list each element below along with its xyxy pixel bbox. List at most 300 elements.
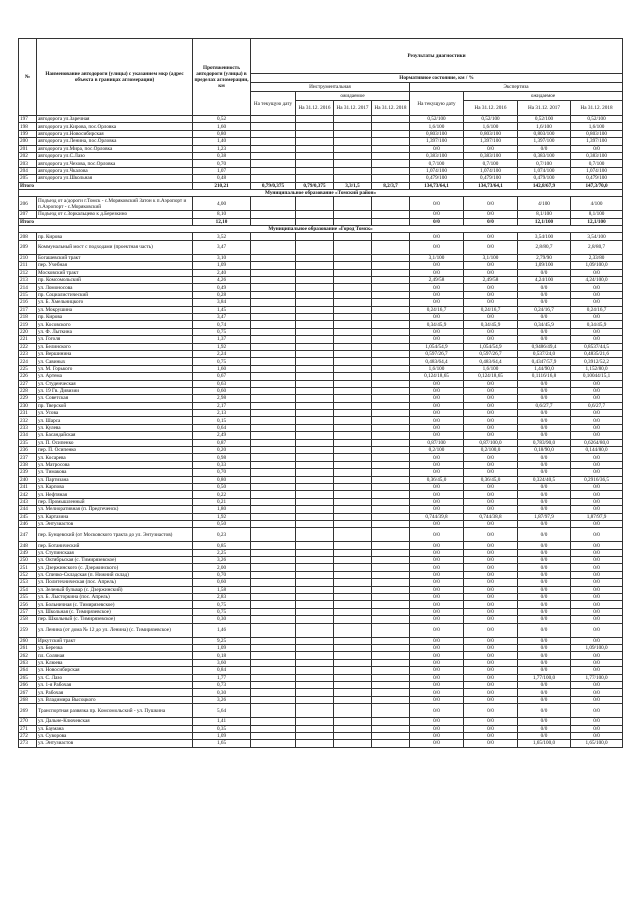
diagnostic-value: 0,2/100 xyxy=(410,447,464,454)
diagnostic-value xyxy=(334,740,372,747)
diagnostic-value: 0/0 xyxy=(571,667,623,674)
road-length: 0,18 xyxy=(193,652,251,659)
table-row xyxy=(19,498,623,505)
diagnostic-value: 0/0 xyxy=(571,506,623,513)
diagnostic-value xyxy=(372,740,410,747)
diagnostic-value: 0,744/38,8 xyxy=(464,513,518,520)
diagnostic-value: 0/0 xyxy=(571,336,623,343)
diagnostic-value: 8,1/100 xyxy=(518,211,571,218)
road-length: 0,98 xyxy=(193,454,251,461)
diagnostic-value: 0/0 xyxy=(464,637,518,644)
diagnostic-value xyxy=(372,498,410,505)
diagnostic-value: 0/0 xyxy=(464,461,518,468)
total-length: 210,21 xyxy=(193,182,251,189)
road-length: 1,07 xyxy=(193,167,251,174)
diagnostic-value xyxy=(334,601,372,608)
road-length: 2,17 xyxy=(193,402,251,409)
diagnostic-value xyxy=(372,211,410,218)
road-name: ул. 1-я Рабочая xyxy=(37,681,193,688)
table-row xyxy=(19,343,623,350)
road-name: ул. Кулева xyxy=(37,424,193,431)
road-length: 0,33 xyxy=(193,461,251,468)
diagnostic-value: 0/0 xyxy=(518,637,571,644)
diagnostic-value xyxy=(251,365,296,372)
diagnostic-value: 0/0 xyxy=(571,520,623,527)
diagnostic-value: 0/0 xyxy=(518,483,571,490)
road-length: 9,25 xyxy=(193,637,251,644)
diagnostic-value xyxy=(372,681,410,688)
diagnostic-value: 0/0 xyxy=(410,469,464,476)
diagnostic-value xyxy=(296,269,334,276)
diagnostic-value: 0/0 xyxy=(464,549,518,556)
diagnostic-value: 0/0 xyxy=(518,328,571,335)
diagnostic-value xyxy=(296,667,334,674)
diagnostic-value xyxy=(251,528,296,542)
diagnostics-table xyxy=(18,38,623,748)
diagnostic-value: 0/0 xyxy=(518,380,571,387)
diagnostic-value xyxy=(251,254,296,261)
row-number: 237 xyxy=(19,454,37,461)
diagnostic-value xyxy=(372,402,410,409)
diagnostic-value xyxy=(296,328,334,335)
diagnostic-value: 0/0 xyxy=(518,520,571,527)
header-instr-2017: На 31.12. 2017 xyxy=(334,101,372,116)
diagnostic-value xyxy=(372,240,410,254)
diagnostic-value: 0/0 xyxy=(518,696,571,703)
diagnostic-value xyxy=(334,483,372,490)
diagnostic-value: 0/0 xyxy=(518,667,571,674)
diagnostic-value xyxy=(251,564,296,571)
diagnostic-value xyxy=(296,291,334,298)
diagnostic-value: 0/0 xyxy=(571,299,623,306)
diagnostic-value: 0/0 xyxy=(464,336,518,343)
diagnostic-value: 0,52/100 xyxy=(464,116,518,123)
diagnostic-value: 0/0 xyxy=(464,608,518,615)
header-expected-instrumental: ожидаемое xyxy=(296,92,410,101)
diagnostic-value: 0,7/100 xyxy=(571,160,623,167)
diagnostic-value: 4/100 xyxy=(571,197,623,211)
row-number: 260 xyxy=(19,637,37,644)
diagnostic-value xyxy=(372,564,410,571)
table-row xyxy=(19,659,623,666)
road-length: 3,47 xyxy=(193,240,251,254)
road-length: 2,00 xyxy=(193,564,251,571)
road-name: ул. Ломоносова xyxy=(37,284,193,291)
table-row xyxy=(19,373,623,380)
table-row xyxy=(19,269,623,276)
diagnostic-value: 0/0 xyxy=(571,491,623,498)
diagnostic-value: 0/0 xyxy=(518,652,571,659)
diagnostic-value xyxy=(296,601,334,608)
road-name: пер. Бунцевский (от Московского тракта до ул. Энтузиастов) xyxy=(37,528,193,542)
diagnostic-value xyxy=(372,571,410,578)
diagnostic-value xyxy=(334,145,372,152)
diagnostic-value: 0/0 xyxy=(571,291,623,298)
diagnostic-value xyxy=(251,343,296,350)
diagnostic-value: 0,479/100 xyxy=(518,175,571,182)
diagnostic-value xyxy=(334,432,372,439)
diagnostic-value: 0/0 xyxy=(518,432,571,439)
diagnostic-value: 0,34/45,9 xyxy=(518,321,571,328)
diagnostic-value xyxy=(334,277,372,284)
diagnostic-value xyxy=(251,306,296,313)
diagnostic-value: 0/0 xyxy=(410,498,464,505)
diagnostic-value xyxy=(296,254,334,261)
diagnostic-value xyxy=(334,571,372,578)
road-length: 1,46 xyxy=(193,623,251,637)
diagnostic-value xyxy=(251,469,296,476)
diagnostic-value: 4,24/100,0 xyxy=(571,277,623,284)
diagnostic-value: 0/0 xyxy=(571,387,623,394)
diagnostic-value: 3,54/100 xyxy=(571,233,623,240)
diagnostic-value: 0,803/100 xyxy=(571,130,623,137)
diagnostic-value: 0,87/100,0 xyxy=(464,439,518,446)
diagnostic-value: 0/0 xyxy=(464,623,518,637)
road-name: пр. Социалистический xyxy=(37,291,193,298)
table-row xyxy=(19,674,623,681)
diagnostic-value xyxy=(372,557,410,564)
diagnostic-value xyxy=(372,365,410,372)
diagnostic-value: 0/0 xyxy=(518,528,571,542)
road-length: 4,00 xyxy=(193,197,251,211)
diagnostic-value xyxy=(296,623,334,637)
road-length: 0,38 xyxy=(193,152,251,159)
diagnostic-value: 0,144/80,0 xyxy=(571,447,623,454)
diagnostic-value: 0/0 xyxy=(518,623,571,637)
diagnostic-value xyxy=(296,637,334,644)
table-row xyxy=(19,123,623,130)
diagnostic-value: 0/0 xyxy=(571,659,623,666)
diagnostic-value xyxy=(251,130,296,137)
total-value: 12,1/100 xyxy=(518,218,571,225)
row-number: 235 xyxy=(19,439,37,446)
diagnostic-value: 0/0 xyxy=(464,594,518,601)
table-row xyxy=(19,395,623,402)
road-name: ул. Б. Хмельницкого xyxy=(37,299,193,306)
diagnostic-value: 0/0 xyxy=(571,594,623,601)
diagnostic-value xyxy=(296,373,334,380)
diagnostic-value xyxy=(334,667,372,674)
row-number: 209 xyxy=(19,240,37,254)
diagnostic-value xyxy=(296,402,334,409)
row-number: 246 xyxy=(19,520,37,527)
diagnostic-value xyxy=(372,197,410,211)
total-value: 134,73/64,1 xyxy=(410,182,464,189)
diagnostic-value: 0,597/26,7 xyxy=(410,350,464,357)
diagnostic-value: 0/0 xyxy=(571,564,623,571)
table-row xyxy=(19,652,623,659)
diagnostic-value xyxy=(296,211,334,218)
diagnostic-value xyxy=(372,284,410,291)
row-number: 245 xyxy=(19,513,37,520)
diagnostic-value: 0/0 xyxy=(410,689,464,696)
diagnostic-value xyxy=(251,681,296,688)
diagnostic-value xyxy=(251,740,296,747)
diagnostic-value xyxy=(251,674,296,681)
diagnostic-value: 0/0 xyxy=(464,725,518,732)
diagnostic-value: 0/0 xyxy=(410,718,464,725)
diagnostic-value: 0/0 xyxy=(464,542,518,549)
road-length: 2,83 xyxy=(193,594,251,601)
diagnostic-value xyxy=(296,483,334,490)
diagnostic-value: 0/0 xyxy=(518,616,571,623)
table-row xyxy=(19,549,623,556)
diagnostic-value: 0/0 xyxy=(410,380,464,387)
row-number: 252 xyxy=(19,571,37,578)
header-exp-2017: На 31.12. 2017 xyxy=(518,101,571,116)
diagnostic-value: 0/0 xyxy=(518,608,571,615)
diagnostic-value xyxy=(296,696,334,703)
diagnostic-value: 1,09/100,0 xyxy=(571,262,623,269)
diagnostic-value: 0,803/100 xyxy=(464,130,518,137)
row-number: 269 xyxy=(19,704,37,718)
diagnostic-value: 0/0 xyxy=(571,313,623,320)
diagnostic-value xyxy=(334,659,372,666)
diagnostic-value: 0/0 xyxy=(464,269,518,276)
diagnostic-value: 0,36/45,0 xyxy=(464,476,518,483)
diagnostic-value xyxy=(334,681,372,688)
header-normative: Нормативное состояние, км / % xyxy=(251,74,623,83)
diagnostic-value xyxy=(372,652,410,659)
diagnostic-value xyxy=(296,417,334,424)
row-number: 265 xyxy=(19,674,37,681)
total-label: Итого xyxy=(19,182,193,189)
diagnostic-value: 0/0 xyxy=(571,704,623,718)
diagnostic-value xyxy=(251,277,296,284)
diagnostic-value: 0/0 xyxy=(464,586,518,593)
section-title: Муниципальное образование «Томский район» xyxy=(19,189,623,196)
table-row xyxy=(19,211,623,218)
diagnostic-value xyxy=(296,299,334,306)
diagnostic-value xyxy=(334,306,372,313)
diagnostic-value: 0/0 xyxy=(410,336,464,343)
diagnostic-value xyxy=(334,579,372,586)
diagnostic-value: 0,3912/52,2 xyxy=(571,358,623,365)
diagnostic-value: 0/0 xyxy=(518,704,571,718)
diagnostic-value: 0/0 xyxy=(571,498,623,505)
road-name: ул. Косарева xyxy=(37,454,193,461)
table-row xyxy=(19,623,623,637)
diagnostic-value xyxy=(334,160,372,167)
diagnostic-value: 0,383/100 xyxy=(464,152,518,159)
road-name: Транспортная развязка пр. Комсомольский - ул. Пушкина xyxy=(37,704,193,718)
diagnostic-value: 0,34/45,9 xyxy=(410,321,464,328)
diagnostic-value xyxy=(372,380,410,387)
total-value: 134,73/64,1 xyxy=(464,182,518,189)
diagnostic-value: 0/0 xyxy=(410,696,464,703)
table-header xyxy=(19,39,623,116)
diagnostic-value xyxy=(372,373,410,380)
diagnostic-value xyxy=(334,336,372,343)
diagnostic-value xyxy=(251,211,296,218)
diagnostic-value xyxy=(251,233,296,240)
diagnostic-value xyxy=(251,160,296,167)
diagnostic-value xyxy=(296,461,334,468)
row-number: 240 xyxy=(19,476,37,483)
total-label: Итого xyxy=(19,218,193,225)
road-name: Коммунальный мост с подходами (проектная часть) xyxy=(37,240,193,254)
table-row xyxy=(19,358,623,365)
diagnostic-value xyxy=(334,116,372,123)
row-number: 238 xyxy=(19,461,37,468)
road-name: ул. Зеленый бульвар (с. Дзержинский) xyxy=(37,586,193,593)
road-name: ул. Дальне-Ключевская xyxy=(37,718,193,725)
diagnostic-value: 0/0 xyxy=(464,395,518,402)
table-row xyxy=(19,417,623,424)
row-number: 257 xyxy=(19,608,37,615)
diagnostic-value: 0/0 xyxy=(464,432,518,439)
total-value: 3,3/1,5 xyxy=(334,182,372,189)
road-length: 0,80 xyxy=(193,130,251,137)
header-num: № xyxy=(19,39,37,116)
diagnostic-value xyxy=(334,123,372,130)
road-length: 0,64 xyxy=(193,424,251,431)
diagnostic-value xyxy=(372,233,410,240)
diagnostic-value xyxy=(372,674,410,681)
diagnostic-value xyxy=(296,564,334,571)
table-row xyxy=(19,740,623,747)
diagnostic-value: 0,1116/16,8 xyxy=(518,373,571,380)
diagnostic-value: 0/0 xyxy=(571,145,623,152)
diagnostic-value: 4,24/100 xyxy=(518,277,571,284)
road-name: автодорога ул.С.Лазо xyxy=(37,152,193,159)
diagnostic-value xyxy=(334,608,372,615)
diagnostic-value xyxy=(334,284,372,291)
road-length: 3,10 xyxy=(193,254,251,261)
diagnostic-value: 0/0 xyxy=(571,424,623,431)
row-number: 205 xyxy=(19,175,37,182)
diagnostic-value xyxy=(296,498,334,505)
diagnostic-value: 0/0 xyxy=(571,732,623,739)
diagnostic-value: 0/0 xyxy=(464,732,518,739)
diagnostic-value: 0/0 xyxy=(571,483,623,490)
table-row xyxy=(19,432,623,439)
total-value: 0/0 xyxy=(464,218,518,225)
diagnostic-value xyxy=(334,528,372,542)
diagnostic-value xyxy=(372,645,410,652)
road-length: 0,30 xyxy=(193,616,251,623)
diagnostic-value: 0/0 xyxy=(464,491,518,498)
diagnostic-value xyxy=(251,667,296,674)
road-length: 1,60 xyxy=(193,123,251,130)
table-row xyxy=(19,601,623,608)
diagnostic-value: 0,24/16,7 xyxy=(410,306,464,313)
diagnostic-value xyxy=(334,704,372,718)
road-name: ул. Матросова xyxy=(37,461,193,468)
table-row xyxy=(19,469,623,476)
diagnostic-value xyxy=(372,328,410,335)
table-row xyxy=(19,284,623,291)
diagnostic-value xyxy=(334,594,372,601)
row-number: 199 xyxy=(19,130,37,137)
diagnostic-value xyxy=(251,616,296,623)
row-number: 253 xyxy=(19,579,37,586)
table-row xyxy=(19,167,623,174)
diagnostic-value xyxy=(372,350,410,357)
diagnostic-value xyxy=(334,262,372,269)
diagnostic-value: 0,479/100 xyxy=(571,175,623,182)
diagnostic-value xyxy=(372,491,410,498)
diagnostic-value xyxy=(372,732,410,739)
road-name: ул. Октябрьская (с. Тимирязевское) xyxy=(37,557,193,564)
table-row xyxy=(19,197,623,211)
diagnostic-value: 0,803/100 xyxy=(410,130,464,137)
diagnostic-value xyxy=(296,681,334,688)
row-number: 201 xyxy=(19,145,37,152)
diagnostic-value xyxy=(372,432,410,439)
diagnostic-value: 0/0 xyxy=(464,564,518,571)
diagnostic-value: 1,6/100 xyxy=(571,123,623,130)
diagnostic-value: 1,074/100 xyxy=(410,167,464,174)
diagnostic-value: 0/0 xyxy=(410,564,464,571)
road-length: 5,64 xyxy=(193,704,251,718)
diagnostic-value: 1,77/100,0 xyxy=(571,674,623,681)
row-number: 206 xyxy=(19,197,37,211)
road-length: 0,74 xyxy=(193,321,251,328)
diagnostic-value xyxy=(372,483,410,490)
diagnostic-value xyxy=(251,704,296,718)
road-length: 0,75 xyxy=(193,608,251,615)
diagnostic-value xyxy=(296,557,334,564)
diagnostic-value xyxy=(251,167,296,174)
diagnostic-value xyxy=(296,365,334,372)
row-number: 227 xyxy=(19,380,37,387)
diagnostic-value: 0/0 xyxy=(518,549,571,556)
diagnostic-value: 0/0 xyxy=(410,211,464,218)
diagnostic-value: 0/0 xyxy=(464,645,518,652)
diagnostic-value xyxy=(296,689,334,696)
row-number: 254 xyxy=(19,586,37,593)
table-row xyxy=(19,637,623,644)
diagnostic-value: 0/0 xyxy=(518,284,571,291)
road-length: 0,35 xyxy=(193,725,251,732)
table-body xyxy=(19,116,623,748)
diagnostic-value: 0/0 xyxy=(571,608,623,615)
diagnostic-value xyxy=(334,358,372,365)
diagnostic-value: 0/0 xyxy=(518,145,571,152)
diagnostic-value xyxy=(334,732,372,739)
road-length: 0,75 xyxy=(193,601,251,608)
diagnostic-value: 0,2/100,0 xyxy=(464,447,518,454)
diagnostic-value xyxy=(334,476,372,483)
diagnostic-value: 0,783/90,0 xyxy=(518,439,571,446)
row-number: 267 xyxy=(19,689,37,696)
road-length: 0,67 xyxy=(193,373,251,380)
diagnostic-value xyxy=(334,130,372,137)
diagnostic-value xyxy=(372,410,410,417)
diagnostic-value xyxy=(372,447,410,454)
diagnostic-value xyxy=(296,233,334,240)
road-name: ул. Рабочая xyxy=(37,689,193,696)
table-row xyxy=(19,616,623,623)
diagnostic-value xyxy=(296,123,334,130)
diagnostic-value: 1,074/100 xyxy=(464,167,518,174)
road-name: ул. Энтузиастов xyxy=(37,740,193,747)
diagnostic-value xyxy=(296,491,334,498)
table-row xyxy=(19,152,623,159)
diagnostic-value: 0/0 xyxy=(464,469,518,476)
total-value: 8,2/3,7 xyxy=(372,182,410,189)
diagnostic-value xyxy=(296,160,334,167)
row-number: 215 xyxy=(19,291,37,298)
diagnostic-value xyxy=(296,659,334,666)
section-row xyxy=(19,189,623,196)
diagnostic-value: 0/0 xyxy=(571,417,623,424)
diagnostic-value: 0/0 xyxy=(464,299,518,306)
diagnostic-value xyxy=(296,336,334,343)
row-number: 236 xyxy=(19,447,37,454)
road-length: 0,75 xyxy=(193,328,251,335)
